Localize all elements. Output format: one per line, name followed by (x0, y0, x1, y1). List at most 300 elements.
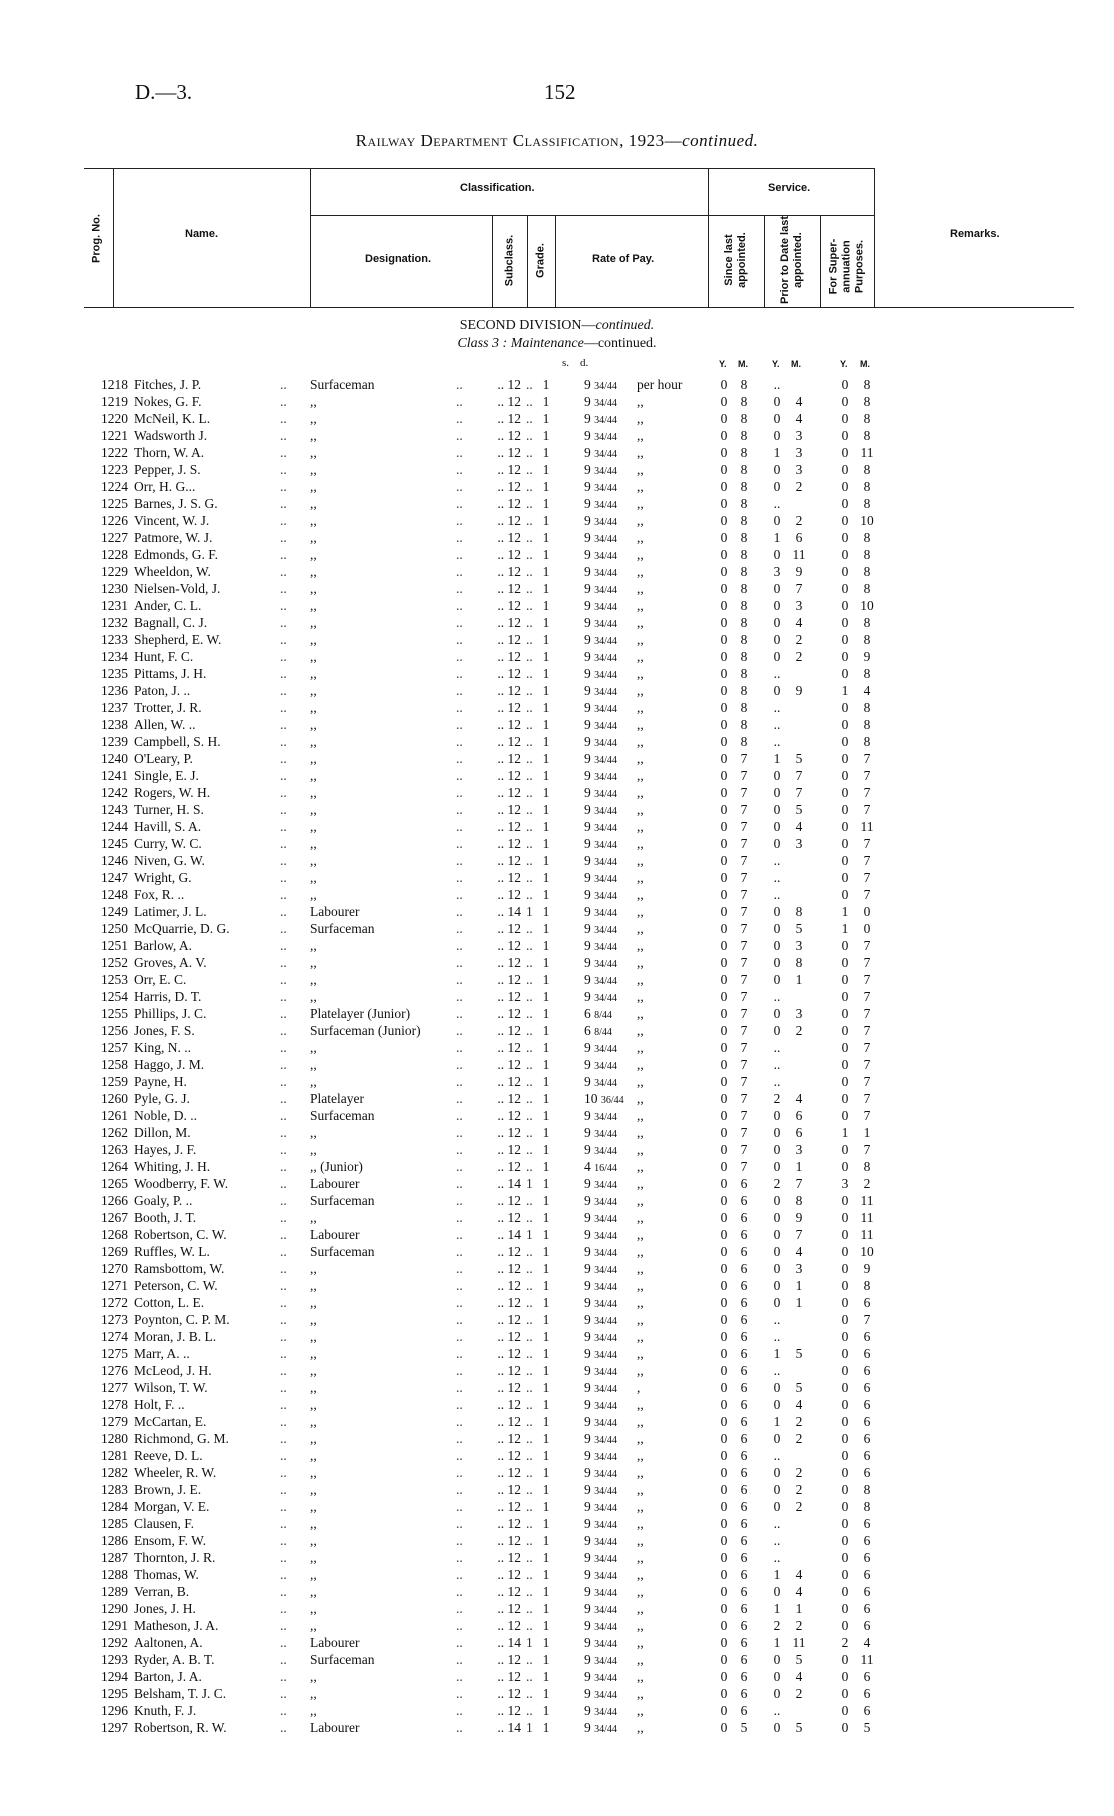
super-months: 6 (863, 1567, 871, 1582)
prior-years: .. (773, 666, 781, 681)
pay-period: ,, (637, 955, 644, 970)
prog-no: 1270 (101, 1261, 128, 1276)
prog-no: 1261 (101, 1108, 128, 1123)
pay-pence: 9 (584, 1108, 595, 1123)
prior-months: 5 (795, 1346, 803, 1361)
leader-dots: .. (456, 547, 463, 562)
prog-no: 1243 (101, 802, 128, 817)
title-year: 1923— (628, 131, 683, 150)
employee-name: McQuarrie, D. G. (134, 921, 230, 936)
pay-fraction: 8/44 (594, 1027, 612, 1038)
prog-no: 1248 (101, 887, 128, 902)
employee-name: Matheson, J. A. (134, 1618, 219, 1633)
designation: ,, (310, 1363, 317, 1378)
leader-dots: .. (456, 1159, 463, 1174)
grade: 1 (542, 1431, 550, 1446)
since-months: 8 (740, 700, 748, 715)
prog-no: 1281 (101, 1448, 128, 1463)
prog-no: 1241 (101, 768, 128, 783)
subclass: .. 12 (497, 887, 521, 902)
subclass: .. 12 (497, 1516, 521, 1531)
subclass: .. 12 (497, 564, 521, 579)
pay-pence: 9 (584, 530, 595, 545)
leader-dots: .. (456, 1482, 463, 1497)
prior-years: 0 (773, 462, 781, 477)
pay-pence: 9 (584, 632, 595, 647)
header-for-super: For Super-annuation Purposes. (827, 238, 866, 295)
prior-months: 4 (795, 1567, 803, 1582)
pay-period: ,, (637, 904, 644, 919)
employee-name: Robertson, C. W. (134, 1227, 227, 1242)
grade: 1 (542, 1091, 550, 1106)
designation: ,, (310, 428, 317, 443)
employee-name: Nielsen-Vold, J. (134, 581, 221, 596)
prog-no: 1262 (101, 1125, 128, 1140)
prog-no: 1223 (101, 462, 128, 477)
super-months: 6 (863, 1363, 871, 1378)
pay-pence: 9 (584, 649, 595, 664)
pay-pence: 9 (584, 802, 595, 817)
grade: 1 (542, 1703, 550, 1718)
leader-dots: .. (456, 377, 463, 392)
prior-years: 0 (773, 836, 781, 851)
prog-no: 1292 (101, 1635, 128, 1650)
designation: ,, (310, 1448, 317, 1463)
prior-years: 1 (773, 1346, 781, 1361)
employee-name: Nokes, G. F. (134, 394, 202, 409)
designation: ,, (310, 1686, 317, 1701)
pay-pence: 9 (584, 853, 595, 868)
employee-name: Latimer, J. L. (134, 904, 207, 919)
pay-fraction: 34/44 (594, 942, 617, 953)
pay-pence: 9 (584, 938, 595, 953)
class-continued: —continued. (583, 336, 657, 351)
super-years: 0 (841, 1040, 849, 1055)
grade: 1 (542, 938, 550, 953)
designation: ,, (310, 785, 317, 800)
prog-no: 1218 (101, 377, 128, 392)
leader-dots: .. (456, 649, 463, 664)
prior-months: 4 (795, 1091, 803, 1106)
pay-period: ,, (637, 1431, 644, 1446)
unit-months-prior: M. (791, 359, 801, 369)
super-months: 8 (863, 1499, 871, 1514)
leader-dots: .. (280, 1550, 287, 1565)
employee-name: McCartan, E. (134, 1414, 207, 1429)
prog-no: 1227 (101, 530, 128, 545)
designation: ,, (310, 615, 317, 630)
since-months: 7 (740, 955, 748, 970)
pay-period: ,, (637, 1023, 644, 1038)
pay-fraction: 34/44 (594, 755, 617, 766)
leader-dots: .. (526, 462, 533, 477)
super-years: 0 (841, 1431, 849, 1446)
prog-no: 1242 (101, 785, 128, 800)
table-row (0, 784, 1114, 801)
table-row (0, 478, 1114, 495)
subclass: .. 14 (497, 1176, 521, 1191)
unit-months-super: M. (860, 359, 870, 369)
employee-name: Rogers, W. H. (134, 785, 211, 800)
since-months: 6 (740, 1380, 748, 1395)
leader-dots: .. (526, 1584, 533, 1599)
page-number: 152 (544, 80, 576, 104)
subclass: .. 12 (497, 1346, 521, 1361)
super-months: 8 (863, 717, 871, 732)
super-years: 0 (841, 1261, 849, 1276)
prior-years: 0 (773, 1482, 781, 1497)
subclass: .. 12 (497, 1652, 521, 1667)
super-months: 8 (863, 462, 871, 477)
prior-months: 6 (795, 1125, 803, 1140)
since-years: 0 (720, 836, 728, 851)
prog-no: 1252 (101, 955, 128, 970)
header-prog-no: Prog. No. (90, 214, 103, 263)
since-years: 0 (720, 394, 728, 409)
super-years: 0 (841, 1363, 849, 1378)
leader-dots: .. (526, 1346, 533, 1361)
pay-period: ,, (637, 1686, 644, 1701)
since-years: 0 (720, 921, 728, 936)
super-years: 0 (841, 1669, 849, 1684)
leader-dots: .. (456, 768, 463, 783)
designation: ,, (310, 598, 317, 613)
pay-fraction: 34/44 (594, 1707, 617, 1718)
leader-dots: .. (526, 1142, 533, 1157)
grade: 1 (542, 1618, 550, 1633)
leader-dots: .. (526, 989, 533, 1004)
prior-months: 3 (795, 1006, 803, 1021)
prior-years: .. (773, 1703, 781, 1718)
super-months: 8 (863, 1278, 871, 1293)
designation: Surfaceman (310, 921, 375, 936)
pay-pence: 9 (584, 1533, 595, 1548)
employee-name: Patmore, W. J. (134, 530, 213, 545)
super-years: 0 (841, 938, 849, 953)
leader-dots: .. (280, 1193, 287, 1208)
leader-dots: .. (526, 734, 533, 749)
title-text: Railway Department Classification, (355, 131, 624, 150)
subclass: .. 12 (497, 802, 521, 817)
since-months: 6 (740, 1584, 748, 1599)
employee-name: Ryder, A. B. T. (134, 1652, 215, 1667)
leader-dots: .. (456, 1431, 463, 1446)
super-years: 0 (841, 1414, 849, 1429)
grade: 1 (542, 530, 550, 545)
pay-fraction: 36/44 (600, 1095, 624, 1106)
since-years: 0 (720, 1329, 728, 1344)
pay-period: ,, (637, 1669, 644, 1684)
leader-dots: .. (280, 768, 287, 783)
since-months: 8 (740, 496, 748, 511)
leader-dots: .. (280, 870, 287, 885)
designation: ,, (310, 1346, 317, 1361)
super-months: 7 (863, 1023, 871, 1038)
super-years: 0 (841, 462, 849, 477)
designation: ,, (310, 1380, 317, 1395)
grade: 1 (542, 1159, 550, 1174)
pay-fraction: 34/44 (594, 1299, 617, 1310)
pay-fraction: 34/44 (594, 1435, 617, 1446)
leader-dots: .. (280, 1023, 287, 1038)
since-years: 0 (720, 581, 728, 596)
since-years: 0 (720, 1448, 728, 1463)
table-row (0, 444, 1114, 461)
pay-period: ,, (637, 1584, 644, 1599)
prog-no: 1277 (101, 1380, 128, 1395)
employee-name: Dillon, M. (134, 1125, 191, 1140)
subclass: .. 12 (497, 1278, 521, 1293)
prog-no: 1251 (101, 938, 128, 953)
table-row (0, 1192, 1114, 1209)
since-years: 0 (720, 1006, 728, 1021)
grade: 1 (542, 1346, 550, 1361)
super-months: 6 (863, 1448, 871, 1463)
super-months: 8 (863, 496, 871, 511)
designation: ,, (310, 1499, 317, 1514)
pay-fraction: 34/44 (594, 1639, 617, 1650)
leader-dots: .. (280, 1006, 287, 1021)
subclass: .. 12 (497, 377, 521, 392)
subclass: .. 12 (497, 1057, 521, 1072)
pay-pence: 9 (584, 904, 595, 919)
employee-name: Booth, J. T. (134, 1210, 197, 1225)
super-years: 0 (841, 870, 849, 885)
super-years: 0 (841, 394, 849, 409)
subclass: .. 12 (497, 1363, 521, 1378)
since-months: 7 (740, 1159, 748, 1174)
prior-months: 2 (795, 649, 803, 664)
employee-name: Robertson, R. W. (134, 1720, 227, 1735)
super-months: 6 (863, 1703, 871, 1718)
since-years: 0 (720, 649, 728, 664)
table-row (0, 1685, 1114, 1702)
designation: ,, (310, 751, 317, 766)
grade: 1 (542, 1652, 550, 1667)
prog-no: 1236 (101, 683, 128, 698)
super-months: 7 (863, 1057, 871, 1072)
pay-pence: 9 (584, 1295, 595, 1310)
since-months: 7 (740, 1006, 748, 1021)
leader-dots: .. (280, 819, 287, 834)
prior-months: 4 (795, 1669, 803, 1684)
grade: 1 (542, 1414, 550, 1429)
prior-months: 2 (795, 513, 803, 528)
subclass: .. 12 (497, 445, 521, 460)
prior-years: 0 (773, 1295, 781, 1310)
pay-pence: 9 (584, 1244, 595, 1259)
super-months: 5 (863, 1720, 871, 1735)
leader-dots: .. (526, 1125, 533, 1140)
pay-period: ,, (637, 1533, 644, 1548)
designation: ,, (310, 666, 317, 681)
pay-fraction: 34/44 (594, 806, 617, 817)
pay-pence: 9 (584, 1210, 595, 1225)
leader-dots: .. (456, 1057, 463, 1072)
prior-years: .. (773, 1550, 781, 1565)
super-years: 0 (841, 428, 849, 443)
designation: ,, (310, 1567, 317, 1582)
pay-period: ,, (637, 649, 644, 664)
pay-pence: 9 (584, 496, 595, 511)
leader-dots: .. (526, 411, 533, 426)
subclass-extra: 1 (526, 1227, 533, 1242)
leader-dots: .. (526, 530, 533, 545)
prior-months: 7 (795, 1176, 803, 1191)
pay-period: ,, (637, 1312, 644, 1327)
pay-pence: 9 (584, 564, 595, 579)
prior-months: 5 (795, 1380, 803, 1395)
since-months: 8 (740, 394, 748, 409)
prior-years: 3 (773, 564, 781, 579)
super-years: 0 (841, 802, 849, 817)
pay-period: ,, (637, 1227, 644, 1242)
since-months: 6 (740, 1703, 748, 1718)
pay-period: ,, (637, 1261, 644, 1276)
employee-name: Woodberry, F. W. (134, 1176, 229, 1191)
table-row (0, 1311, 1114, 1328)
pay-pence: 9 (584, 1482, 595, 1497)
super-months: 6 (863, 1516, 871, 1531)
subclass: .. 12 (497, 1703, 521, 1718)
super-months: 11 (860, 445, 874, 460)
since-months: 6 (740, 1346, 748, 1361)
leader-dots: .. (280, 1176, 287, 1191)
table-row (0, 1141, 1114, 1158)
leader-dots: .. (280, 836, 287, 851)
pay-fraction: 34/44 (594, 1129, 617, 1140)
super-months: 11 (860, 1193, 874, 1208)
grade: 1 (542, 1125, 550, 1140)
leader-dots: .. (456, 1346, 463, 1361)
employee-name: Havill, S. A. (134, 819, 202, 834)
pay-pence: 9 (584, 1584, 595, 1599)
designation: ,, (310, 513, 317, 528)
prior-months: 4 (795, 1584, 803, 1599)
prior-months: 2 (795, 1618, 803, 1633)
prior-years: 0 (773, 819, 781, 834)
employee-name: Bagnall, C. J. (134, 615, 208, 630)
pay-fraction: 34/44 (594, 619, 617, 630)
designation: ,, (310, 1312, 317, 1327)
since-years: 0 (720, 445, 728, 460)
super-years: 0 (841, 853, 849, 868)
leader-dots: .. (456, 1363, 463, 1378)
super-months: 6 (863, 1601, 871, 1616)
leader-dots: .. (526, 428, 533, 443)
table-row (0, 1634, 1114, 1651)
leader-dots: .. (456, 938, 463, 953)
employee-name: Reeve, D. L. (134, 1448, 203, 1463)
since-years: 0 (720, 1142, 728, 1157)
subclass: .. 14 (497, 904, 521, 919)
pay-period: ,, (637, 1125, 644, 1140)
unit-years-prior: Y. (772, 359, 780, 369)
leader-dots: .. (526, 1040, 533, 1055)
prior-years: 0 (773, 1584, 781, 1599)
leader-dots: .. (526, 615, 533, 630)
leader-dots: .. (526, 1601, 533, 1616)
employee-name: Wheeldon, W. (134, 564, 211, 579)
since-years: 0 (720, 1567, 728, 1582)
classification-table-body (0, 376, 1114, 1736)
pay-pence: 9 (584, 1346, 595, 1361)
super-months: 11 (860, 819, 874, 834)
since-months: 7 (740, 921, 748, 936)
prior-years: 0 (773, 615, 781, 630)
header-remarks: Remarks. (950, 228, 1000, 240)
super-years: 0 (841, 989, 849, 1004)
leader-dots: .. (526, 1380, 533, 1395)
designation: Surfaceman (310, 377, 375, 392)
pay-period: ,, (637, 1091, 644, 1106)
subclass: .. 12 (497, 768, 521, 783)
class-label: Class 3 : (457, 336, 508, 351)
employee-name: Goaly, P. .. (134, 1193, 193, 1208)
subclass: .. 12 (497, 666, 521, 681)
leader-dots: .. (280, 1448, 287, 1463)
pay-pence: 9 (584, 1278, 595, 1293)
pay-fraction: 34/44 (594, 1622, 617, 1633)
table-row (0, 1328, 1114, 1345)
designation: ,, (310, 938, 317, 953)
pay-pence: 9 (584, 972, 595, 987)
super-months: 0 (863, 921, 871, 936)
since-years: 0 (720, 751, 728, 766)
subclass: .. 12 (497, 1380, 521, 1395)
leader-dots: .. (526, 1516, 533, 1531)
since-months: 6 (740, 1414, 748, 1429)
prog-no: 1267 (101, 1210, 128, 1225)
leader-dots: .. (280, 683, 287, 698)
since-years: 0 (720, 1703, 728, 1718)
pay-period: ,, (637, 853, 644, 868)
table-row (0, 1158, 1114, 1175)
designation: ,, (310, 1210, 317, 1225)
subclass: .. 12 (497, 1142, 521, 1157)
subclass: .. 12 (497, 989, 521, 1004)
designation: ,, (310, 1261, 317, 1276)
table-row (0, 597, 1114, 614)
super-months: 8 (863, 632, 871, 647)
prog-no: 1260 (101, 1091, 128, 1106)
super-years: 0 (841, 887, 849, 902)
super-years: 0 (841, 1295, 849, 1310)
since-years: 0 (720, 717, 728, 732)
pay-fraction: 34/44 (594, 959, 617, 970)
prior-months: 8 (795, 904, 803, 919)
table-row (0, 393, 1114, 410)
prior-months: 8 (795, 955, 803, 970)
pay-pence: 9 (584, 1703, 595, 1718)
pay-pence: 9 (584, 887, 595, 902)
pay-period: ,, (637, 1414, 644, 1429)
pay-fraction: 34/44 (594, 925, 617, 936)
super-years: 0 (841, 377, 849, 392)
since-months: 7 (740, 938, 748, 953)
table-row (0, 886, 1114, 903)
since-months: 7 (740, 972, 748, 987)
super-months: 8 (863, 411, 871, 426)
leader-dots: .. (526, 1329, 533, 1344)
grade: 1 (542, 598, 550, 613)
prog-no: 1228 (101, 547, 128, 562)
super-months: 4 (863, 683, 871, 698)
grade: 1 (542, 1499, 550, 1514)
pay-fraction: 34/44 (594, 466, 617, 477)
grade: 1 (542, 1227, 550, 1242)
subclass: .. 12 (497, 479, 521, 494)
